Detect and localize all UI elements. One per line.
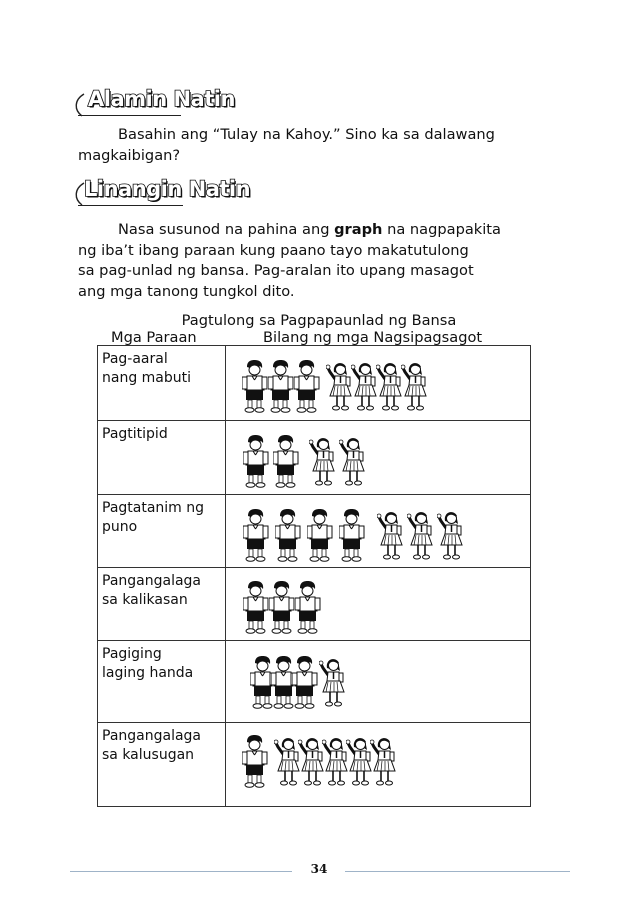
bilang-cell [226, 723, 531, 807]
boy-student-icon [273, 435, 300, 489]
girl-student-icon [351, 360, 378, 414]
girl-student-icon [377, 509, 404, 563]
instructions-bold-word: graph [334, 221, 383, 238]
paraan-cell [98, 495, 226, 568]
intro-paragraph [78, 125, 518, 166]
paraan-cell [98, 641, 226, 723]
boy-student-icon [292, 656, 319, 710]
boy-student-icon [242, 735, 269, 789]
table-row [98, 421, 531, 495]
heading-swoosh-decoration [70, 92, 90, 118]
column-header-paraan: Mga Paraan [111, 329, 197, 346]
paraan-cell [98, 568, 226, 641]
girl-student-icon [407, 509, 434, 563]
girl-student-icon [274, 735, 301, 789]
paraan-cell [98, 346, 226, 421]
paraan-cell [98, 723, 226, 807]
intro-line-1: Basahin ang “Tulay na Kahoy.” Sino ka sa dalawang [118, 126, 495, 143]
bilang-cell [226, 495, 531, 568]
paraan-label-line-1: Pangangalaga [102, 728, 202, 744]
pictograph-table [97, 345, 531, 807]
table-row [98, 641, 531, 723]
column-header-bilang: Bilang ng mga Nagsipagsagot [263, 329, 483, 346]
paraan-label-line-1: Pagtitipid [102, 426, 168, 442]
paraan-label-line-2: nang mabuti [102, 370, 192, 386]
paraan-label-line-2: laging handa [102, 665, 194, 681]
girl-student-icon [319, 656, 346, 710]
paraan-label-line-2: sa kalikasan [102, 592, 188, 608]
girl-student-icon [346, 735, 373, 789]
heading-underline [78, 115, 181, 116]
girl-student-icon [309, 435, 336, 489]
boy-student-icon [243, 509, 270, 563]
boy-student-icon [243, 581, 270, 635]
table-row [98, 346, 531, 421]
paraan-label-line-1: Pagiging [102, 646, 162, 662]
table-row [98, 723, 531, 807]
girl-student-icon [401, 360, 428, 414]
paraan-label-line-1: Pag-aaral [102, 351, 168, 367]
instructions-line-4: ang mga tanong tungkol dito. [78, 282, 295, 300]
boy-student-icon [295, 581, 322, 635]
heading-swoosh-decoration [70, 181, 90, 207]
bilang-cell [226, 641, 531, 723]
girl-student-icon [298, 735, 325, 789]
heading-underline [78, 205, 183, 206]
instructions-paragraph [78, 220, 518, 302]
girl-student-icon [437, 509, 464, 563]
boy-student-icon [294, 360, 321, 414]
bilang-cell [226, 346, 531, 421]
boy-student-icon [307, 509, 334, 563]
instructions-line-3: sa pag-unlad ng bansa. Pag-aralan ito upang masagot [78, 262, 474, 279]
paraan-label-line-2: sa kalusugan [102, 747, 195, 763]
table-row [98, 568, 531, 641]
boy-student-icon [275, 509, 302, 563]
boy-student-icon [268, 360, 295, 414]
graph-title: Pagtulong sa Pagpapaunlad ng Bansa [181, 312, 457, 329]
section-heading-alamin: Alamin Natin [88, 87, 235, 111]
girl-student-icon [370, 735, 397, 789]
bilang-cell [226, 421, 531, 495]
paraan-cell [98, 421, 226, 495]
page-number: 34 [310, 862, 328, 876]
instructions-line-1b: na nagpapakita [382, 221, 501, 238]
girl-student-icon [326, 360, 353, 414]
boy-student-icon [242, 360, 269, 414]
instructions-line-1a: Nasa susunod na pahina ang [118, 221, 335, 238]
girl-student-icon [322, 735, 349, 789]
table-row [98, 495, 531, 568]
paraan-label-line-2: puno [102, 519, 138, 535]
instructions-line-2: ng iba’t ibang paraan kung paano tayo makatutulong [78, 241, 469, 259]
girl-student-icon [339, 435, 366, 489]
intro-line-2: magkaibigan? [78, 146, 181, 164]
paraan-label-line-1: Pangangalaga [102, 573, 202, 589]
girl-student-icon [376, 360, 403, 414]
boy-student-icon [269, 581, 296, 635]
boy-student-icon [339, 509, 366, 563]
paraan-label-line-1: Pagtatanim ng [102, 500, 205, 516]
section-heading-linangin: Linangin Natin [84, 177, 251, 201]
boy-student-icon [243, 435, 270, 489]
bilang-cell [226, 568, 531, 641]
